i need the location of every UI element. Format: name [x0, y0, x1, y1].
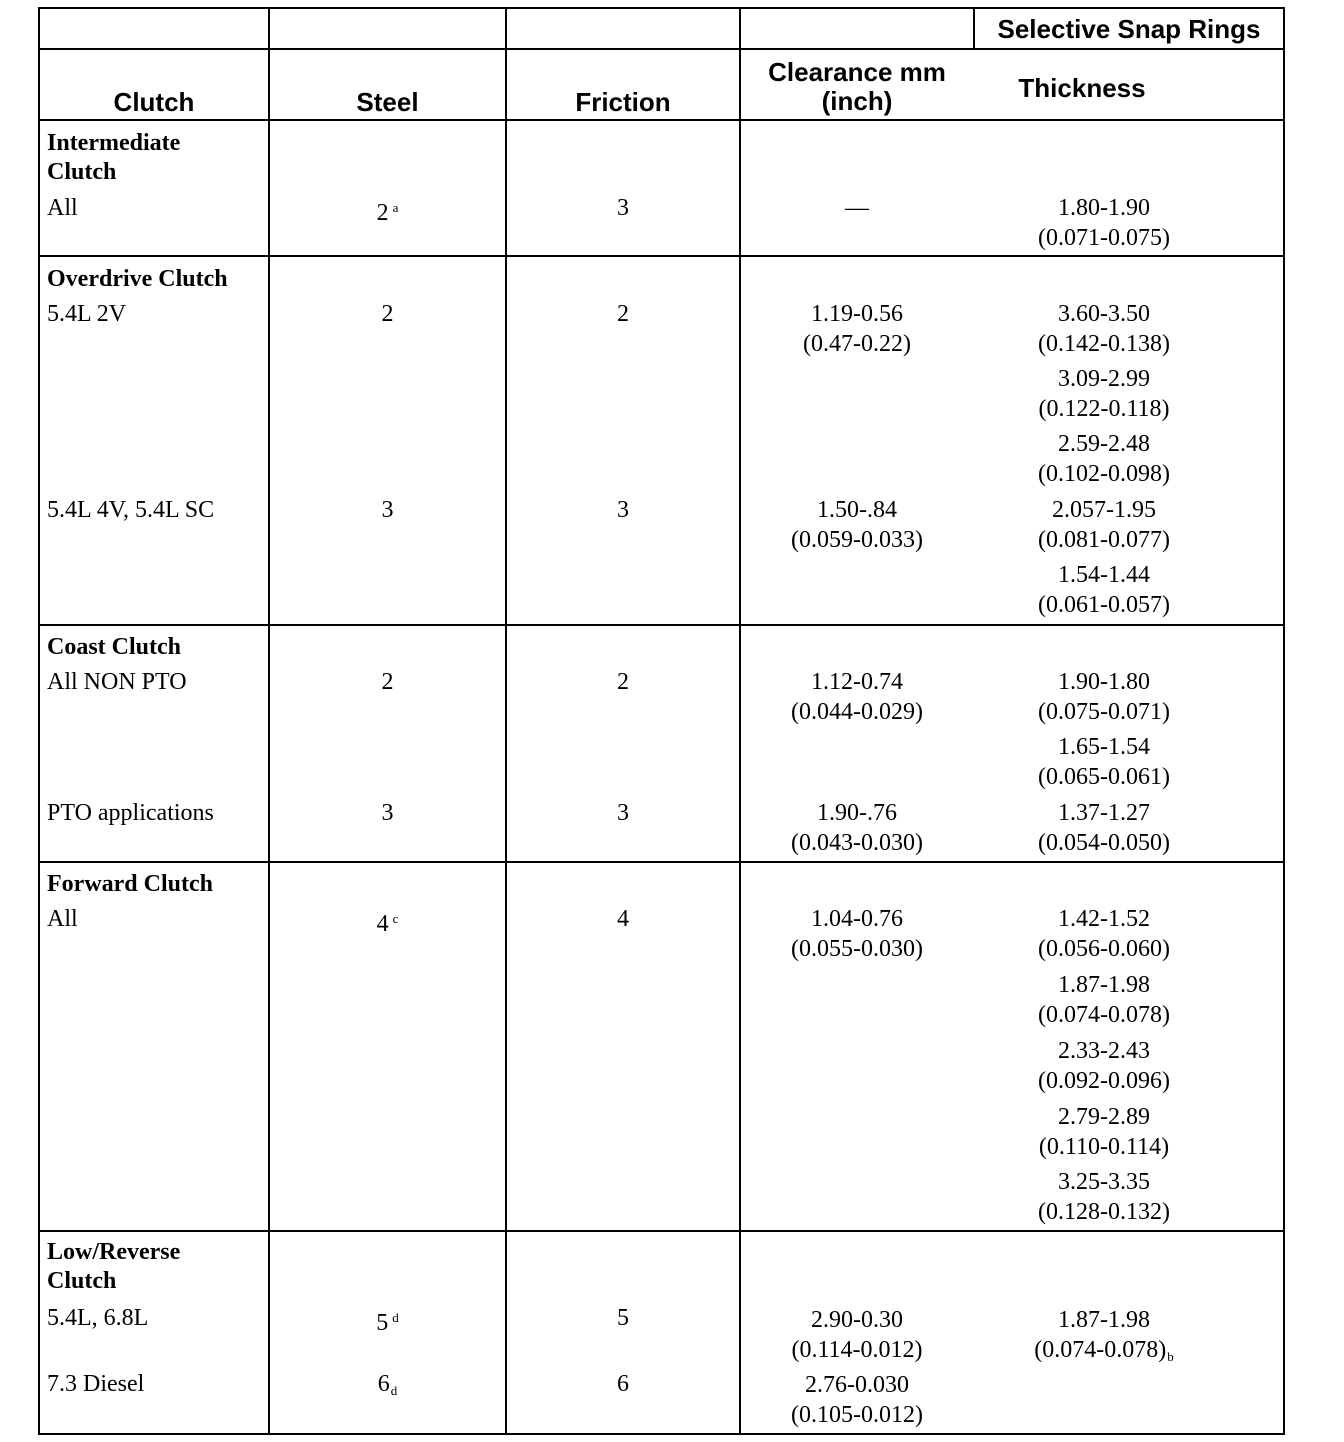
thickness-coast-2: (0.075-0.071) — [1038, 699, 1170, 725]
clearance-low-reverse-gas-2: (0.114-0.012) — [791, 1337, 923, 1363]
thickness-value: (0.074-0.078) — [1034, 1337, 1167, 1363]
row-label-overdrive-4v: 5.4L 4V, 5.4L SC — [47, 497, 215, 523]
table-border-bottom — [38, 1433, 1285, 1435]
friction-overdrive-4v: 3 — [617, 497, 629, 523]
section-rule-overdrive — [38, 255, 1285, 257]
friction-intermediate-all: 3 — [617, 195, 629, 221]
header-clutch: Clutch — [113, 87, 195, 117]
steel-overdrive-2v: 2 — [381, 301, 394, 327]
thickness-intermediate-2: (0.071-0.075) — [1038, 225, 1170, 251]
thickness-forward-2: (0.056-0.060) — [1038, 936, 1170, 962]
steel-intermediate-all — [270, 193, 505, 228]
clearance-coast-non-pto-1: 1.12-0.74 — [811, 669, 903, 695]
section-rule-low-reverse — [38, 1230, 1285, 1232]
row-label-forward-all: All — [47, 906, 78, 932]
thickness-overdrive-5: 2.59-2.48 — [1058, 431, 1150, 457]
row-label-intermediate-all: All — [47, 195, 78, 221]
clearance-forward-all-1: 1.04-0.76 — [811, 906, 903, 932]
steel-low-reverse-diesel — [270, 1369, 505, 1406]
thickness-coast-5: 1.37-1.27 — [1058, 800, 1150, 826]
thickness-overdrive-7: 2.057-1.95 — [1052, 497, 1156, 523]
footnote-marker: d — [390, 1383, 398, 1398]
header-clearance-line-1: Clearance mm — [768, 57, 946, 87]
thickness-coast-4: (0.065-0.061) — [1038, 764, 1170, 790]
thickness-overdrive-6: (0.102-0.098) — [1038, 461, 1170, 487]
group-title-forward: Forward Clutch — [47, 871, 213, 897]
steel-coast-pto: 3 — [381, 800, 394, 826]
clearance-overdrive-4v-2: (0.059-0.033) — [791, 527, 923, 553]
thickness-low-reverse-2 — [975, 1335, 1233, 1372]
friction-low-reverse-gas: 5 — [617, 1305, 629, 1331]
thickness-forward-3: 1.87-1.98 — [1058, 972, 1150, 998]
friction-overdrive-2v: 2 — [617, 301, 629, 327]
friction-coast-non-pto: 2 — [617, 669, 629, 695]
group-title-low-reverse-line-2: Clutch — [47, 1268, 117, 1294]
clearance-intermediate-all: — — [845, 195, 869, 221]
header-thickness: Thickness — [1018, 73, 1146, 103]
friction-coast-pto: 3 — [617, 800, 629, 826]
thickness-forward-1: 1.42-1.52 — [1058, 906, 1150, 932]
footnote-marker: d — [392, 1310, 399, 1325]
steel-forward-all — [270, 904, 505, 939]
thickness-intermediate-1: 1.80-1.90 — [1058, 195, 1150, 221]
group-title-intermediate-line-1: Intermediate — [47, 130, 181, 156]
clearance-coast-non-pto-2: (0.044-0.029) — [791, 699, 923, 725]
thickness-low-reverse-1: 1.87-1.98 — [1058, 1307, 1150, 1333]
table-border-left — [38, 7, 40, 1435]
thickness-forward-5: 2.33-2.43 — [1058, 1038, 1150, 1064]
group-title-coast: Coast Clutch — [47, 634, 182, 660]
row-label-coast-pto: PTO applications — [47, 800, 214, 826]
header-group-rule — [38, 48, 1285, 50]
clearance-forward-all-2: (0.055-0.030) — [791, 936, 923, 962]
thickness-forward-7: 2.79-2.89 — [1058, 1104, 1150, 1130]
header-steel: Steel — [356, 87, 419, 117]
thickness-forward-9: 3.25-3.35 — [1058, 1169, 1150, 1195]
row-label-low-reverse-gas: 5.4L, 6.8L — [47, 1305, 149, 1331]
steel-coast-non-pto: 2 — [381, 669, 394, 695]
steel-low-reverse-gas — [270, 1303, 505, 1338]
header-selective-snap-rings: Selective Snap Rings — [997, 14, 1261, 44]
clearance-low-reverse-diesel-1: 2.76-0.030 — [805, 1372, 909, 1398]
clearance-low-reverse-diesel-2: (0.105-0.012) — [791, 1402, 923, 1428]
clearance-overdrive-2v-1: 1.19-0.56 — [811, 301, 903, 327]
section-rule-forward — [38, 861, 1285, 863]
thickness-overdrive-10: (0.061-0.057) — [1038, 592, 1170, 618]
footnote-marker: b — [1167, 1349, 1174, 1364]
thickness-forward-6: (0.092-0.096) — [1038, 1068, 1170, 1094]
thickness-overdrive-4: (0.122-0.118) — [1038, 396, 1170, 422]
footnote-marker: a — [392, 200, 399, 215]
thickness-overdrive-2: (0.142-0.138) — [1038, 331, 1170, 357]
thickness-overdrive-8: (0.081-0.077) — [1038, 527, 1170, 553]
row-label-coast-non-pto: All NON PTO — [47, 669, 187, 695]
steel-value: 6 — [377, 1371, 390, 1397]
header-clearance-line-2: (inch) — [821, 86, 893, 116]
thickness-coast-1: 1.90-1.80 — [1058, 669, 1150, 695]
row-label-overdrive-2v: 5.4L 2V — [47, 301, 127, 327]
steel-value: 5 — [376, 1310, 389, 1336]
table-border-top — [38, 7, 1285, 9]
header-bottom-rule — [38, 119, 1285, 121]
thickness-overdrive-1: 3.60-3.50 — [1058, 301, 1150, 327]
clearance-low-reverse-gas-1: 2.90-0.30 — [811, 1307, 903, 1333]
thickness-forward-4: (0.074-0.078) — [1038, 1002, 1170, 1028]
thickness-overdrive-3: 3.09-2.99 — [1058, 366, 1150, 392]
clearance-coast-pto-2: (0.043-0.030) — [791, 830, 923, 856]
steel-overdrive-4v: 3 — [381, 497, 394, 523]
thickness-forward-8: (0.110-0.114) — [1038, 1134, 1170, 1160]
steel-value: 4 — [376, 911, 389, 937]
table-border-right — [1283, 7, 1285, 1435]
group-title-overdrive: Overdrive Clutch — [47, 266, 228, 292]
thickness-overdrive-9: 1.54-1.44 — [1058, 562, 1150, 588]
clearance-overdrive-4v-1: 1.50-.84 — [817, 497, 897, 523]
thickness-coast-6: (0.054-0.050) — [1038, 830, 1170, 856]
group-title-intermediate-line-2: Clutch — [47, 159, 117, 185]
thickness-coast-3: 1.65-1.54 — [1058, 734, 1150, 760]
header-friction: Friction — [575, 87, 671, 117]
row-label-low-reverse-diesel: 7.3 Diesel — [47, 1371, 145, 1397]
clearance-overdrive-2v-2: (0.47-0.22) — [803, 331, 911, 357]
thickness-forward-10: (0.128-0.132) — [1038, 1199, 1170, 1225]
clearance-coast-pto-1: 1.90-.76 — [817, 800, 897, 826]
friction-low-reverse-diesel: 6 — [617, 1371, 629, 1397]
footnote-marker: c — [392, 911, 399, 926]
friction-forward-all: 4 — [617, 906, 629, 932]
group-title-low-reverse-line-1: Low/Reverse — [47, 1239, 181, 1265]
section-rule-coast — [38, 624, 1285, 626]
steel-value: 2 — [376, 200, 389, 226]
